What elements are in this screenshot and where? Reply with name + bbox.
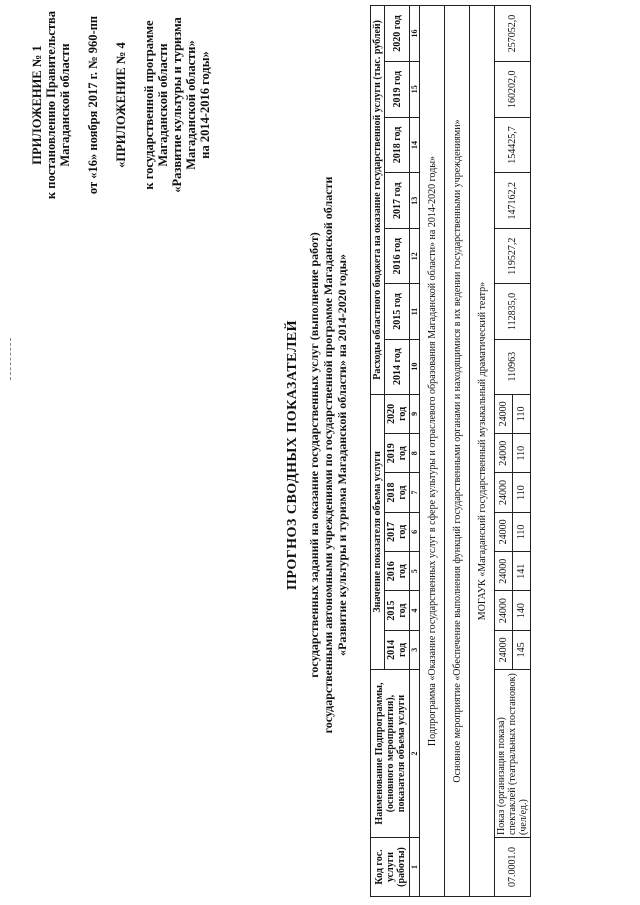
volume-value: 110 bbox=[513, 473, 531, 512]
volume-value: 110 bbox=[513, 394, 531, 433]
year-header: 2018 год bbox=[385, 473, 410, 512]
column-number: 14 bbox=[410, 117, 420, 173]
volume-value: 24000 bbox=[495, 591, 513, 630]
header-code: Код гос. услуги (работы) bbox=[371, 837, 410, 896]
main-event-row bbox=[445, 6, 470, 897]
appendix-line: «ПРИЛОЖЕНИЕ № 4 bbox=[114, 42, 128, 168]
year-header: 2017 год bbox=[385, 512, 410, 551]
column-number: 1 bbox=[410, 837, 420, 896]
volume-value: 145 bbox=[513, 630, 531, 669]
header-name: Наименование Подпрограммы, (основного мероприятия), показателя объема услуги bbox=[371, 670, 410, 838]
money-value: 112835,0 bbox=[495, 284, 531, 339]
year-header: 2014 год bbox=[385, 630, 410, 669]
indicators-table bbox=[370, 5, 531, 897]
column-number: 11 bbox=[410, 284, 420, 339]
column-number: 2 bbox=[410, 670, 420, 838]
volume-value: 24000 bbox=[495, 394, 513, 433]
column-number: 4 bbox=[410, 591, 420, 630]
column-number: 9 bbox=[410, 394, 420, 433]
title-sub: государственных заданий на оказание государственных услуг (выполнение работ) bbox=[307, 232, 321, 678]
appendix-header bbox=[30, 5, 212, 205]
volume-value: 24000 bbox=[495, 434, 513, 473]
service-name: Показ (организация показа) спектаклей (театральных постановок) (чел/ед.) bbox=[495, 670, 531, 838]
header-money: Расходы областного бюджета на оказание государственной услуги (тыс. рублей) bbox=[371, 6, 385, 395]
column-number: 7 bbox=[410, 473, 420, 512]
title-main: ПРОГНОЗ СВОДНЫХ ПОКАЗАТЕЛЕЙ bbox=[285, 320, 300, 590]
column-number-row bbox=[410, 6, 420, 897]
volume-value: 24000 bbox=[495, 630, 513, 669]
column-number: 5 bbox=[410, 552, 420, 591]
column-number: 6 bbox=[410, 512, 420, 551]
main-event-title: Основное мероприятие «Обеспечение выполнения функций государственными органами и находящимися в их ведении государственными учреждениями» bbox=[445, 6, 470, 897]
header-volume: Значение показателя объема услуги bbox=[371, 394, 385, 669]
year-header: 2018 год bbox=[385, 117, 410, 173]
column-number: 3 bbox=[410, 630, 420, 669]
volume-value: 110 bbox=[513, 434, 531, 473]
year-header: 2020 год bbox=[385, 394, 410, 433]
service-code: 07.0001.0 bbox=[495, 837, 531, 896]
year-header: 2015 год bbox=[385, 591, 410, 630]
volume-value: 24000 bbox=[495, 552, 513, 591]
column-number: 16 bbox=[410, 6, 420, 62]
year-header: 2017 год bbox=[385, 173, 410, 229]
appendix-line: к государственной программе bbox=[142, 20, 156, 190]
appendix-line: к постановлению Правительства bbox=[44, 10, 58, 200]
money-value: 119527,2 bbox=[495, 229, 531, 284]
column-number: 12 bbox=[410, 229, 420, 284]
money-value: 160202,0 bbox=[495, 61, 531, 117]
column-number: 8 bbox=[410, 434, 420, 473]
year-header: 2016 год bbox=[385, 552, 410, 591]
column-number: 13 bbox=[410, 173, 420, 229]
appendix-line: от «16» ноября 2017 г. № 960-пп bbox=[86, 15, 100, 195]
volume-value: 24000 bbox=[495, 512, 513, 551]
year-header: 2019 год bbox=[385, 434, 410, 473]
year-header: 2015 год bbox=[385, 284, 410, 339]
subprogram-title: Подпрограмма «Оказание государственных услуг в сфере культуры и отраслевого образования Магаданской области» на 2014-2020 годы» bbox=[420, 6, 445, 897]
column-number: 10 bbox=[410, 339, 420, 394]
money-value: 110963 bbox=[495, 339, 531, 394]
year-header: 2019 год bbox=[385, 61, 410, 117]
institution-title: МОГАУК «Магаданский государственный музыкальный драматический театр» bbox=[470, 6, 495, 897]
appendix-line: Магаданской области bbox=[58, 43, 72, 167]
year-header: 2016 год bbox=[385, 229, 410, 284]
appendix-line: ПРИЛОЖЕНИЕ № 1 bbox=[30, 45, 44, 165]
volume-value: 140 bbox=[513, 591, 531, 630]
money-value: 147162,2 bbox=[495, 173, 531, 229]
title-sub: государственными автономными учреждениями по государственной программе Магаданской области bbox=[321, 176, 335, 734]
table-row bbox=[495, 6, 513, 897]
document-title bbox=[285, 175, 349, 735]
money-value: 257052,0 bbox=[495, 6, 531, 62]
appendix-line: на 2014-2016 годы» bbox=[198, 51, 212, 159]
column-number: 15 bbox=[410, 61, 420, 117]
title-sub: «Развитие культуры и туризма Магаданской области» на 2014-2020 годы» bbox=[335, 254, 349, 656]
year-header: 2020 год bbox=[385, 6, 410, 62]
table-header-row bbox=[371, 6, 385, 897]
institution-row bbox=[470, 6, 495, 897]
money-value: 154425,7 bbox=[495, 117, 531, 173]
volume-value: 24000 bbox=[495, 473, 513, 512]
volume-value: 141 bbox=[513, 552, 531, 591]
year-header: 2014 год bbox=[385, 339, 410, 394]
volume-value: 110 bbox=[513, 512, 531, 551]
appendix-line: «Развитие культуры и туризма bbox=[170, 17, 184, 193]
subprogram-row bbox=[420, 6, 445, 897]
appendix-line: Магаданской области bbox=[156, 43, 170, 167]
appendix-line: Магаданской области» bbox=[184, 40, 198, 170]
